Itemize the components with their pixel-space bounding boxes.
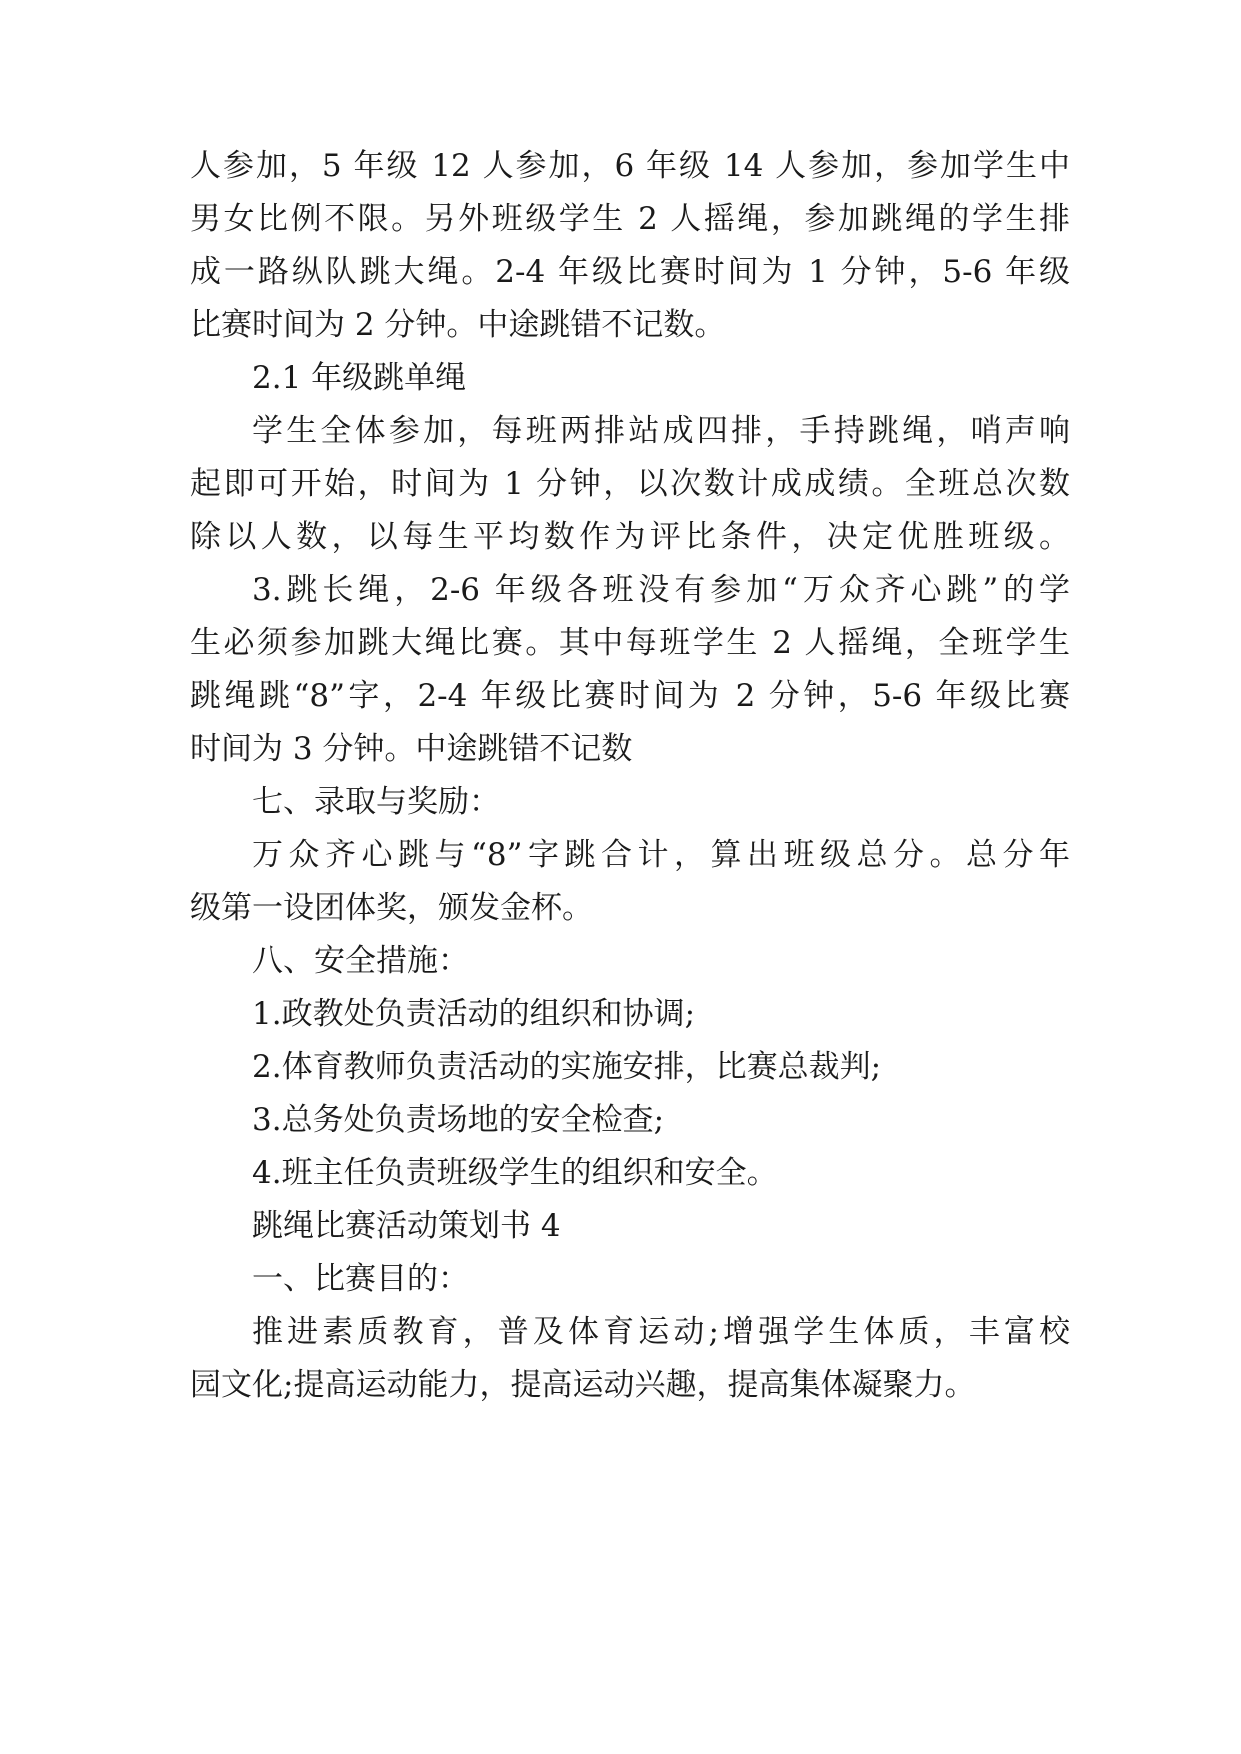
text-line: 生必须参加跳大绳比赛。其中每班学生 2 人摇绳，全班学生 — [190, 625, 1070, 661]
text-line: 人参加，5 年级 12 人参加，6 年级 14 人参加，参加学生中 — [190, 148, 1070, 184]
text-line: 跳绳跳“8”字，2-4 年级比赛时间为 2 分钟，5-6 年级比赛 — [190, 678, 1070, 714]
text-line: 成一路纵队跳大绳。2-4 年级比赛时间为 1 分钟，5-6 年级 — [190, 254, 1070, 290]
text-line: 级第一设团体奖，颁发金杯。 — [190, 890, 593, 926]
list-item: 1.政教处负责活动的组织和协调; — [252, 996, 696, 1032]
section-heading: 八、安全措施： — [252, 943, 469, 979]
text-line: 时间为 3 分钟。中途跳错不记数 — [190, 731, 633, 767]
section-heading: 2.1 年级跳单绳 — [252, 360, 467, 396]
text-line: 园文化;提高运动能力，提高运动兴趣，提高集体凝聚力。 — [190, 1367, 976, 1403]
text-line: 学生全体参加，每班两排站成四排，手持跳绳，哨声响 — [252, 413, 1070, 449]
text-line: 起即可开始，时间为 1 分钟，以次数计成成绩。全班总次数 — [190, 466, 1070, 502]
list-item: 4.班主任负责班级学生的组织和安全。 — [252, 1155, 778, 1191]
list-item: 3.总务处负责场地的安全检查; — [252, 1102, 665, 1138]
text-line: 男女比例不限。另外班级学生 2 人摇绳，参加跳绳的学生排 — [190, 201, 1070, 237]
text-line: 3.跳长绳，2-6 年级各班没有参加“万众齐心跳”的学 — [252, 572, 1070, 608]
text-line: 比赛时间为 2 分钟。中途跳错不记数。 — [190, 307, 726, 343]
text-line: 推进素质教育，普及体育运动;增强学生体质，丰富校 — [252, 1314, 1070, 1350]
text-line: 除以人数，以每生平均数作为评比条件，决定优胜班级。 — [190, 519, 1070, 555]
document-title: 跳绳比赛活动策划书 4 — [252, 1208, 561, 1244]
section-heading: 七、录取与奖励： — [252, 784, 500, 820]
text-line: 万众齐心跳与“8”字跳合计，算出班级总分。总分年 — [252, 837, 1070, 873]
section-heading: 一、比赛目的： — [252, 1261, 469, 1297]
list-item: 2.体育教师负责活动的实施安排，比赛总裁判; — [252, 1049, 882, 1085]
